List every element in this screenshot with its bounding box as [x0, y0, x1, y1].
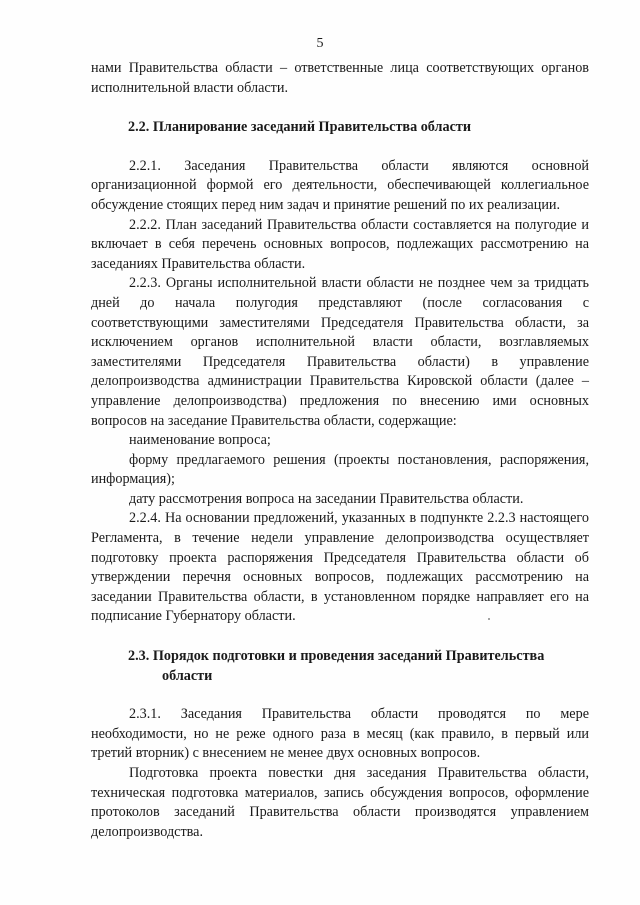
paragraph-2-3-1-continued: Подготовка проекта повестки дня заседания Правительства области, техническая подготовка материалов, запись обсуждения вопросов, оформление протоколов заседаний Правительства области производятся управлением делопроизводства. — [91, 765, 589, 840]
list-item-decision-form: форму предлагаемого решения (проекты постановления, распоряжения, информация); — [91, 451, 589, 488]
scan-artifact — [488, 618, 490, 620]
document-body — [91, 59, 589, 842]
section-heading-2-3-line2: области — [162, 667, 213, 684]
list-item-question-name: наименование вопроса; — [129, 432, 271, 449]
page-number: 5 — [316, 36, 324, 51]
paragraph-2-2-2: 2.2.2. План заседаний Правительства области составляется на полугодие и включает в себя перечень основных вопросов, подлежащих рассмотрению на заседаниях Правительства области. — [91, 216, 589, 272]
list-item-review-date: дату рассмотрения вопроса на заседании Правительства области. — [129, 490, 524, 507]
section-heading-2-3-line1: 2.3. Порядок подготовки и проведения заседаний Правительства — [128, 648, 545, 665]
paragraph-2-3-1: 2.3.1. Заседания Правительства области проводятся по мере необходимости, но не реже одного раза в месяц (как правило, в первый или третий вторник) с внесением не менее двух основных вопросов. — [91, 706, 589, 762]
section-heading-2-2: 2.2. Планирование заседаний Правительства области — [128, 119, 472, 136]
paragraph-2-2-3: 2.2.3. Органы исполнительной власти области не позднее чем за тридцать дней до начала полугодия представляют (после согласования с соответствующими заместителями Председателя Правительства области, за исключением органов исполнительной власти области, возглавляемых заместителями Председателя Правительства области) в управление делопроизводства администрации Правительства Кировской области (далее – управление делопроизводства) предложения по внесению ими основных вопросов на заседание Правительства области, содержащие: — [91, 275, 589, 429]
paragraph-2-2-1: 2.2.1. Заседания Правительства области являются основной организационной формой его деятельности, обеспечивающей коллегиальное обсуждение стоящих перед ним задач и принятие решений по их реализации. — [91, 157, 589, 213]
paragraph-2-2-4: 2.2.4. На основании предложений, указанных в подпункте 2.2.3 настоящего Регламента, в течение недели управление делопроизводства осуществляет подготовку проекта распоряжения Председателя Правительства области об утверждении перечня основных вопросов, подлежащих рассмотрению на заседании Правительства области, в установленном порядке направляет его на подписание Губернатору области. — [91, 510, 589, 625]
paragraph-continuation: нами Правительства области – ответственные лица соответствующих органов исполнительной власти области. — [91, 60, 589, 96]
section-heading-2-3 — [91, 647, 589, 686]
